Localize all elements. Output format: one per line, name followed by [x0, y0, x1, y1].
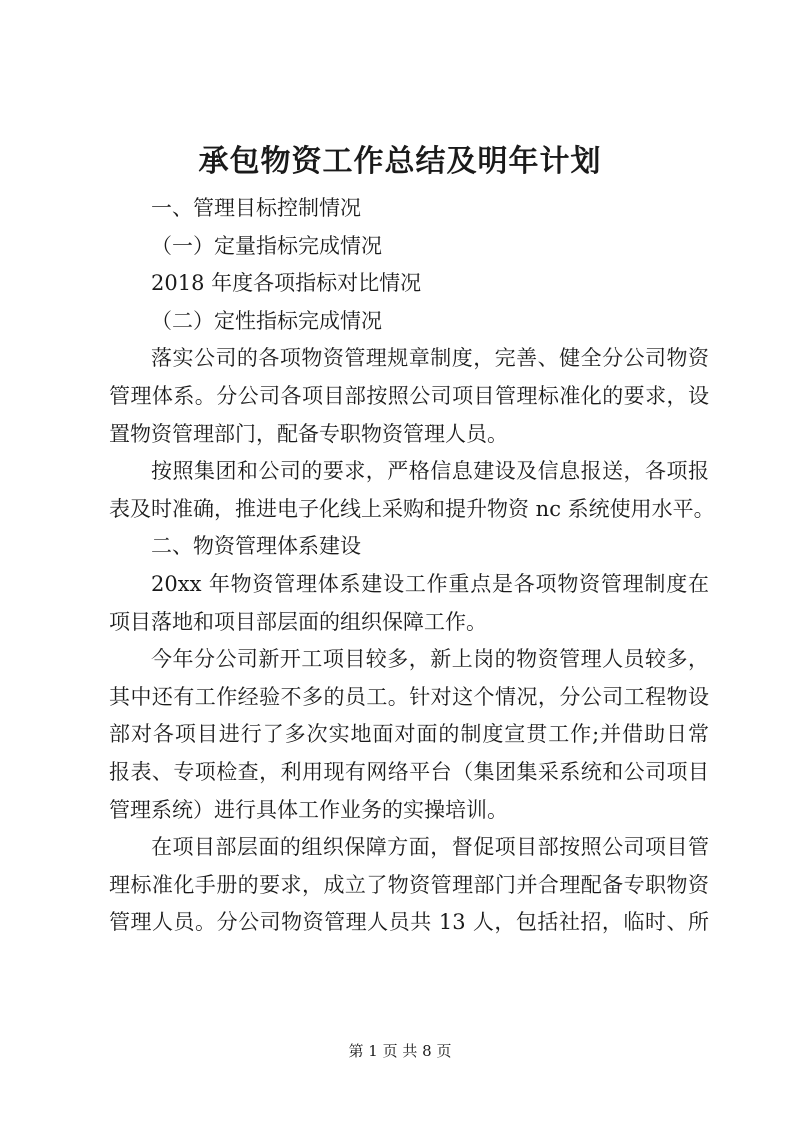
- body-line: 置物资管理部门，配备专职物资管理人员。: [109, 421, 508, 446]
- body-line: 2018 年度各项指标对比情况: [151, 271, 422, 296]
- body-line: 落实公司的各项物资管理规章制度，完善、健全分公司物资: [151, 346, 709, 371]
- body-line: 管理系统）进行具体工作业务的实操培训。: [109, 797, 508, 822]
- body-line: 项目落地和项目部层面的组织保障工作。: [109, 609, 487, 634]
- body-line: 管理体系。分公司各项目部按照公司项目管理标准化的要求，设: [109, 383, 709, 408]
- body-line: 理标准化手册的要求，成立了物资管理部门并合理配备专职物资: [109, 872, 709, 897]
- body-line: 今年分公司新开工项目较多，新上岗的物资管理人员较多，: [151, 647, 709, 672]
- body-line: 部对各项目进行了多次实地面对面的制度宣贯工作;并借助日常: [109, 722, 709, 747]
- body-line: 二、物资管理体系建设: [151, 534, 361, 559]
- document-body: [109, 190, 715, 942]
- document-title: 承包物资工作总结及明年计划: [198, 144, 602, 179]
- page-footer: 第 1 页 共 8 页: [348, 1042, 452, 1060]
- body-line: 表及时准确，推进电子化线上采购和提升物资 nc 系统使用水平。: [109, 496, 715, 521]
- body-line: （一）定量指标完成情况: [151, 233, 382, 258]
- body-line: 按照集团和公司的要求，严格信息建设及信息报送，各项报: [151, 459, 709, 484]
- body-line: 报表、专项检查，利用现有网络平台（集团集采系统和公司项目: [109, 759, 709, 784]
- body-line: 在项目部层面的组织保障方面，督促项目部按照公司项目管: [151, 835, 709, 860]
- body-line: 其中还有工作经验不多的员工。针对这个情况，分公司工程物设: [109, 684, 709, 709]
- body-line: 20xx 年物资管理体系建设工作重点是各项物资管理制度在: [151, 571, 709, 596]
- body-line: 一、管理目标控制情况: [151, 196, 361, 220]
- body-line: （二）定性指标完成情况: [151, 308, 382, 333]
- body-line: 管理人员。分公司物资管理人员共 13 人，包括社招，临时、所: [109, 910, 709, 935]
